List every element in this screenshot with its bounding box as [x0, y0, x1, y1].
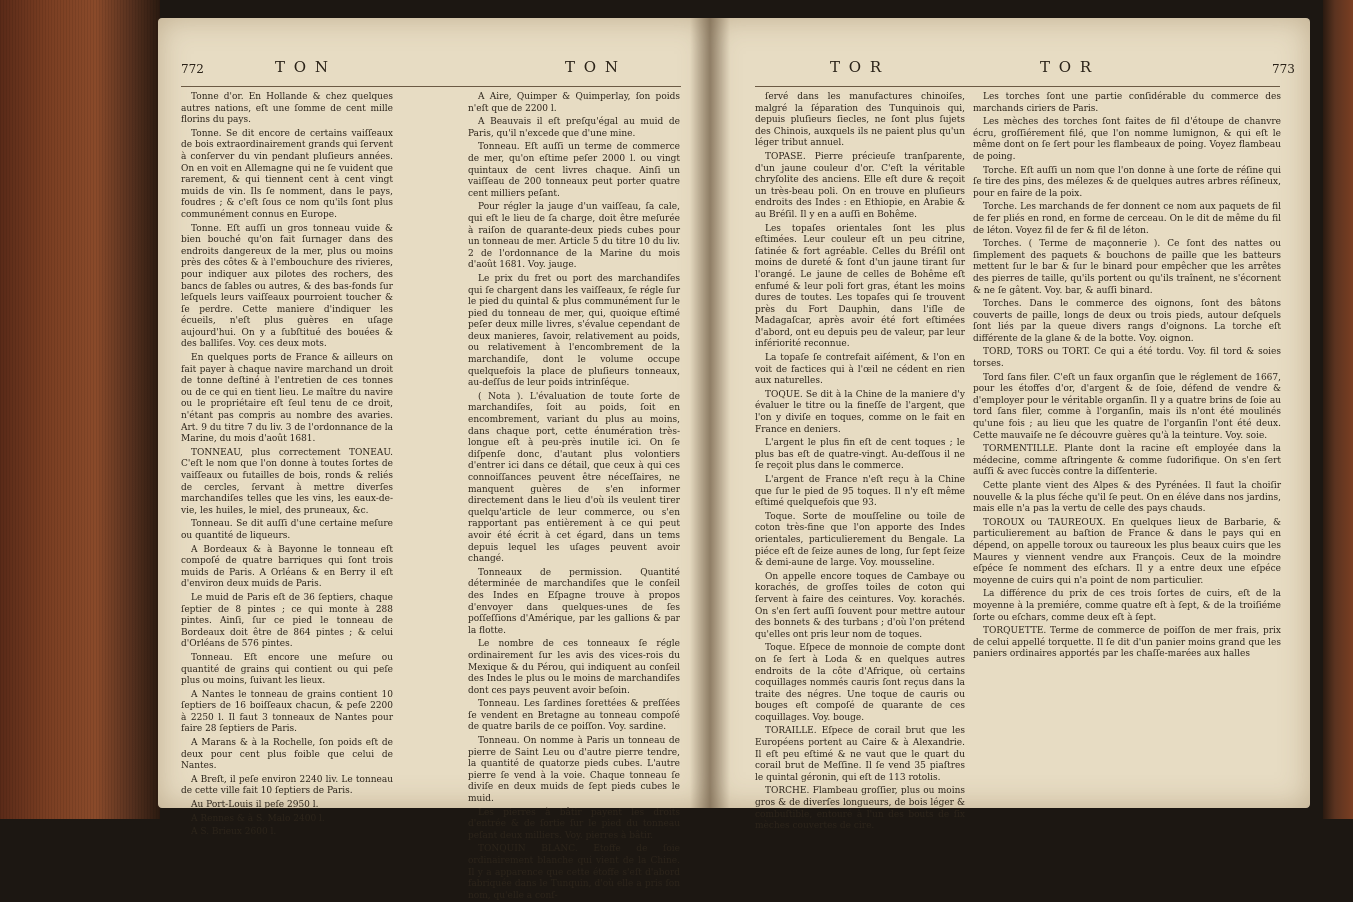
paragraph: TOPASE. Pierre précieuſe tranſparente, d'un jaune couleur d'or. C'eſt la véritable chryſolite des anciens. Elle eſt dure & reçoit un très-beau poli. On en trouve en pluſieurs endroits des Indes : en Ethiopie, en Arabie & au Bréſil. Il y en a auſſi en Bohême.: [755, 151, 965, 220]
paragraph: Tonne. Eſt auſſi un gros tonneau vuide & bien bouché qu'on fait ſurnager dans des endroits dangereux de la mer, plus ou moins près des côtes & à l'embouchure des rivieres, pour indiquer aux pilotes des rochers, des bancs de ſables ou autres, & des bas-fonds ſur leſquels leurs vaiſſeaux pourroient toucher & ſe perdre. Cette maniere d'indiquer les écueils, n'eſt plus guères en uſage aujourd'hui. On y a ſubſtitué des bouées & des balliſes. Voy. ces deux mots.: [181, 223, 393, 350]
paragraph: La différence du prix de ces trois ſortes de cuirs, eſt de la moyenne à la premiére, comme quatre eſt à ſept, & de la troiſiéme ſorte ou eſchars, comme deux eſt à ſept.: [973, 589, 1281, 623]
paragraph: A Breſt, il peſe environ 2240 liv. Le tonneau de cette ville fait 10 ſeptiers de Paris.: [181, 774, 393, 797]
paragraph: Tonneau. Les ſardines ſorettées & preſſées ſe vendent en Bretagne au tonneau compoſé de quatre barils de ce poiſſon. Voy. sardine.: [468, 699, 680, 733]
paragraph: ſervé dans les manufactures chinoiſes, malgré la ſéparation des Tunquinois qui, depuis pluſieurs ſiecles, ne ſont plus ſujets des Chinois, auxquels ils ne paient plus qu'un léger tribut annuel.: [755, 92, 965, 149]
paragraph: Les pierres à bâtir payent les droits d'entrée & de ſortie ſur le pied du tonneau peſant deux milliers. Voy. pierres à bâtir.: [468, 807, 680, 841]
paragraph: A Bordeaux & à Bayonne le tonneau eſt compoſé de quatre barriques qui ſont trois muids de Paris. A Orléans & en Berry il eſt d'environ deux muids de Paris.: [181, 544, 393, 590]
paragraph: L'argent le plus fin eſt de cent toques ; le plus bas eſt de quatre-vingt. Au-deſſous il ne ſe reçoit plus dans le commerce.: [755, 438, 965, 472]
right-header-rule: [755, 86, 1280, 87]
right-page-number: 773: [1272, 62, 1295, 76]
paragraph: TORD, TORS ou TORT. Ce qui a été tordu. Voy. fil tord & soies torses.: [973, 347, 1281, 370]
paragraph: Le muid de Paris eſt de 36 ſeptiers, chaque ſeptier de 8 pintes ; ce qui monte à 288 pintes. Ainſi, ſur ce pied le tonneau de Bordeaux doit être de 864 pintes ; & celui d'Orléans de 576 pintes.: [181, 592, 393, 650]
paragraph: Tonneaux de permission. Quantité déterminée de marchandiſes que le conſeil des Indes en Eſpagne trouve à propos d'envoyer dans quelques-unes de ſes poſſeſſions d'Amérique, par les gallions & par la flotte.: [468, 567, 680, 636]
paragraph: A Marans & à la Rochelle, ſon poids eſt de deux pour cent plus foible que celui de Nantes.: [181, 738, 393, 772]
right-header-col2: T O R: [1040, 58, 1094, 76]
paragraph: Tonne d'or. En Hollande & chez quelques autres nations, eſt une ſomme de cent mille florins du pays.: [181, 92, 393, 126]
paragraph: Tonne. Se dit encore de certains vaiſſeaux de bois extraordinairement grands qui ſervent à conſerver du vin pendant pluſieurs années. On en voit en Allemagne qui ne ſe vuident que rarement, & qui tiennent cent à cent vingt muids de vin. Ils ſe nomment, dans le pays, foudres ; & c'eſt ſous ce nom qu'ils ſont plus communément connus en Europe.: [181, 128, 393, 220]
paragraph: Cette plante vient des Alpes & des Pyrénées. Il faut la choiſir nouvelle & la plus ſéche qu'il ſe peut. On en éléve dans nos jardins, mais elle n'a pas la vertu de celle des pays chauds.: [973, 481, 1281, 515]
right-column-1: [755, 92, 965, 832]
paragraph: L'argent de France n'eſt reçu à la Chine que ſur le pied de 95 toques. Il n'y eſt même eſtimé quelquefois que 93.: [755, 475, 965, 509]
paragraph: TORMENTILLE. Plante dont la racine eſt employée dans la médecine, comme aſtringente & comme ſudorifique. On s'en ſert auſſi & avec ſuccès contre la diſſenterie.: [973, 444, 1281, 478]
paragraph: Torche. Eſt auſſi un nom que l'on donne à une ſorte de réſine qui ſe tire des pins, des mélezes & de quelques autres arbres réſineux, pour en faire de la poix.: [973, 165, 1281, 199]
paragraph: En quelques ports de France & ailleurs on fait payer à chaque navire marchand un droit de tonne deſtiné à l'entretien de ces tonnes ou de ce qui en tient lieu. Le maître du navire ou le propriétaire eſt ſeul tenu de ce droit, n'étant pas compris au nombre des avaries. Art. 9 du titre 7 du liv. 3 de l'ordonnance de la Marine, du mois d'août 1681.: [181, 353, 393, 445]
paragraph: TOQUE. Se dit à la Chine de la maniere d'y évaluer le titre ou la fineſſe de l'argent, que l'on y diviſe en toques, comme on le fait en France en deniers.: [755, 389, 965, 435]
paragraph: TORCHE. Flambeau groſſier, plus ou moins gros & de diverſes longueurs, de bois léger & combuſtible, entouré à l'un des bouts de ſix mèches couvertes de cire.: [755, 786, 965, 832]
left-page-number: 772: [181, 62, 204, 76]
book-gutter: [690, 18, 730, 808]
paragraph: Tord ſans filer. C'eſt un faux organſin que le réglement de 1667, pour les étoffes d'or, d'argent & de ſoie, défend de vendre & d'employer pour le véritable organſin. Il y a quatre brins de ſoie au tord ſans filer, comme à l'organſin, mais ils n'ont été moulinés qu'une fois ; au lieu que les quatre de l'organſin l'ont été deux. Cette mauvaiſe ne ſe découvre guères qu'à la teinture. Voy. soie.: [973, 372, 1281, 441]
book-edge-left: [0, 0, 160, 819]
paragraph: La topaſe ſe contrefait aiſément, & l'on en voit de factices qui à l'œil ne cédent en rien aux naturelles.: [755, 353, 965, 387]
paragraph: Au Port-Louis il peſe 2950 l.: [191, 800, 319, 811]
paragraph: Pour régler la jauge d'un vaiſſeau, ſa cale, qui eſt le lieu de ſa charge, doit être meſurée à raiſon de quarante-deux pieds cubes pour un tonneau de mer. Article 5 du titre 10 du liv. 2 de l'ordonnance de la Marine du mois d'août 1681. Voy. jauge.: [468, 202, 680, 271]
paragraph: Tonneau. On nomme à Paris un tonneau de pierre de Saint Leu ou d'autre pierre tendre, la quantité de quatorze pieds cubes. L'autre pierre ſe vend à la voie. Chaque tonneau ſe diviſe en deux muids de ſept pieds cubes le muid.: [468, 736, 680, 805]
paragraph: A Beauvais il eſt preſqu'égal au muid de Paris, qu'il n'excede que d'une mine.: [468, 117, 680, 139]
paragraph: A Nantes le tonneau de grains contient 10 ſeptiers de 16 boiſſeaux chacun, & peſe 2200 à 2250 l. Il faut 3 tonneaux de Nantes pour faire 28 ſeptiers de Paris.: [181, 689, 393, 735]
right-column-2: [973, 92, 1281, 792]
left-column-1: [181, 92, 393, 838]
left-header-col1: T O N: [275, 58, 330, 76]
left-header-col2: T O N: [565, 58, 620, 76]
paragraph: Les mèches des torches ſont faites de fil d'étoupe de chanvre écru, groſſiérement filé, que l'on nomme lumignon, & qui eſt le même dont on ſe ſert pour les flambeaux de poing. Voyez flambeau de poing.: [973, 117, 1281, 162]
paragraph: Toque. Eſpece de monnoie de compte dont on ſe ſert à Loda & en quelques autres endroits de la côte d'Afrique, où certains coquillages nommés cauris ſont reçus dans la traite des négres. Une toque de cauris ou bouges eſt compoſé de quarante de ces coquillages. Voy. bouge.: [755, 643, 965, 723]
paragraph: A S. Brieux 2600 l.: [191, 827, 277, 838]
paragraph: Le prix du fret ou port des marchandiſes qui ſe chargent dans les vaiſſeaux, ſe régle ſur le pied du quintal & plus communément ſur le pied du tonneau de mer, qui, quoique eſtimé peſer deux mille livres, s'évalue cependant de deux manieres, ſavoir, relativement au poids, ou relativement à l'encombrement de la marchandiſe, dont le volume occupe quelquefois la place de pluſieurs tonneaux, au-deſſus de leur poids intrinſéque.: [468, 273, 680, 389]
left-column-2: [468, 92, 680, 901]
paragraph: Les torches ſont une partie conſidérable du commerce des marchands ciriers de Paris.: [973, 92, 1281, 114]
paragraph: ( Nota ). L'évaluation de toute ſorte de marchandiſes, ſoit au poids, ſoit en encombrement, variant du plus au moins, dans chaque port, cette énumération très-longue eſt à peu-près inutile ici. On ſe diſpenſe donc, d'autant plus volontiers d'entrer ici dans ce détail, que ceux à qui ces connoiſſances peuvent être néceſſaires, ne manquent guères de s'en informer directement dans le lieu d'où ils veulent tirer quelqu'article de leur commerce, ou s'en rapportant pas entièrement à ce qui peut avoir été écrit à cet égard, dans un tems depuis lequel les uſages peuvent avoir changé.: [468, 391, 680, 565]
paragraph: On appelle encore toques de Cambaye ou korachés, de groſſes toiles de coton qui ſervent à faire des ceintures. Voy. korachés. On s'en ſert auſſi ſouvent pour mettre autour des bonnets & des turbans ; d'où l'on prétend qu'elles ont pris leur nom de toques.: [755, 571, 965, 640]
paragraph: Torche. Les marchands de fer donnent ce nom aux paquets de fil de fer pliés en rond, en forme de cerceau. On le dit de même du fil de léton. Voyez fil de fer & fil de léton.: [973, 202, 1281, 236]
left-header-rule: [181, 86, 681, 87]
paragraph: TONNEAU, plus correctement TONEAU. C'eſt le nom que l'on donne à toutes ſortes de vaiſſeaux ou futailles de bois, ronds & reliés de cercles, ſervant à mettre diverſes marchandiſes telles que les vins, les eaux-de-vie, les huiles, le miel, des pruneaux, &c.: [181, 447, 393, 516]
paragraph: TORQUETTE. Terme de commerce de poiſſon de mer frais, prix de celui appellé torquette. Il ſe dit d'un panier moins grand que les paniers ordinaires apportés par les chaſſe-marées aux halles: [973, 626, 1281, 660]
paragraph: TONQUIN BLANC. Etoffe de ſoie ordinairement blanche qui vient de la Chine. Il y a apparence que cette étoffe s'eſt d'abord fabriquée dans le Tunquin, d'où elle a pris ſon nom, qu'elle a conſ-: [468, 844, 680, 901]
book-edge-right: [1323, 0, 1353, 819]
paragraph: Le nombre de ces tonneaux ſe régle ordinairement ſur les avis des vices-rois du Mexique & du Pérou, qui indiquent au conſeil des Indes le plus ou le moins de marchandiſes dont ces pays peuvent avoir beſoin.: [468, 639, 680, 696]
paragraph: Torches. ( Terme de maçonnerie ). Ce ſont des nattes ou ſimplement des paquets & bouchons de paille que les batteurs mettent ſur le bar & ſur le binard pour empêcher que les arrêtes des pierres de taille, qu'ils portent ou qu'ils traînent, ne s'écornent & ne ſe gâtent. Voy. bar, & auſſi binard.: [973, 239, 1281, 296]
paragraph: Toque. Sorte de mouſſeline ou toile de coton très-fine que l'on apporte des Indes orientales, particulierement du Bengale. La piéce eſt de ſeize aunes de long, ſur ſept ſeize & demi-aune de large. Voy. mousseline.: [755, 511, 965, 569]
paragraph: Les topaſes orientales ſont les plus eſtimées. Leur couleur eſt un peu citrine, ſatinée & fort agréable. Celles du Bréſil ont moins de dureté & ſont d'un jaune tirant ſur l'orangé. Le jaune de celles de Bohême eſt enfumé & leur poli fort gras, étant les moins dures de toutes. Les topaſes qui ſe trouvent près du Fort Dauphin, dans l'iſle de Madagaſcar, après avoir été fort eſtimées d'abord, ont eu depuis peu de valeur, par leur infériorité reconnue.: [755, 223, 965, 350]
paragraph: Torches. Dans le commerce des oignons, ſont des bâtons couverts de paille, longs de deux ou trois pieds, autour deſquels ſont liés par la queue divers rangs d'oignons. La torche eſt différente de la glane & de la botte. Voy. oignon.: [973, 299, 1281, 344]
paragraph: A Aire, Quimper & Quimperlay, ſon poids n'eſt que de 2200 l.: [468, 92, 680, 114]
paragraph: Tonneau. Eſt encore une meſure ou quantité de grains qui contient ou qui peſe plus ou moins, ſuivant les lieux.: [181, 652, 393, 687]
paragraph: A Rennes & à S. Malo 2400 l.: [191, 813, 325, 824]
paragraph: TORAILLE. Eſpece de corail brut que les Européens portent au Caire & à Alexandrie. Il eſt peu eſtimé & ne vaut que le quart du corail brut de Meſſine. Il ſe vend 35 piaſtres le quintal géronin, qui eſt de 113 rotolis.: [755, 726, 965, 783]
paragraph: Tonneau. Eſt auſſi un terme de commerce de mer, qu'on eſtime peſer 2000 l. ou vingt quintaux de cent livres chaque. Ainſi un vaiſſeau de 200 tonneaux peut porter quatre cent milliers peſant.: [468, 142, 680, 199]
paragraph: TOROUX ou TAUREOUX. En quelques lieux de Barbarie, & particulierement au baſtion de France & dans le pays qui en dépend, on appelle toroux ou taureoux les plus beaux cuirs que les Maures y viennent vendre aux François. Ceux de la moindre eſpéce ſe nomment des eſchars. Il y a entre deux une eſpéce moyenne de cuirs qui n'a point de nom particulier.: [973, 517, 1281, 586]
paragraph: Tonneau. Se dit auſſi d'une certaine meſure ou quantité de liqueurs.: [181, 519, 393, 541]
right-header-col1: T O R: [830, 58, 884, 76]
